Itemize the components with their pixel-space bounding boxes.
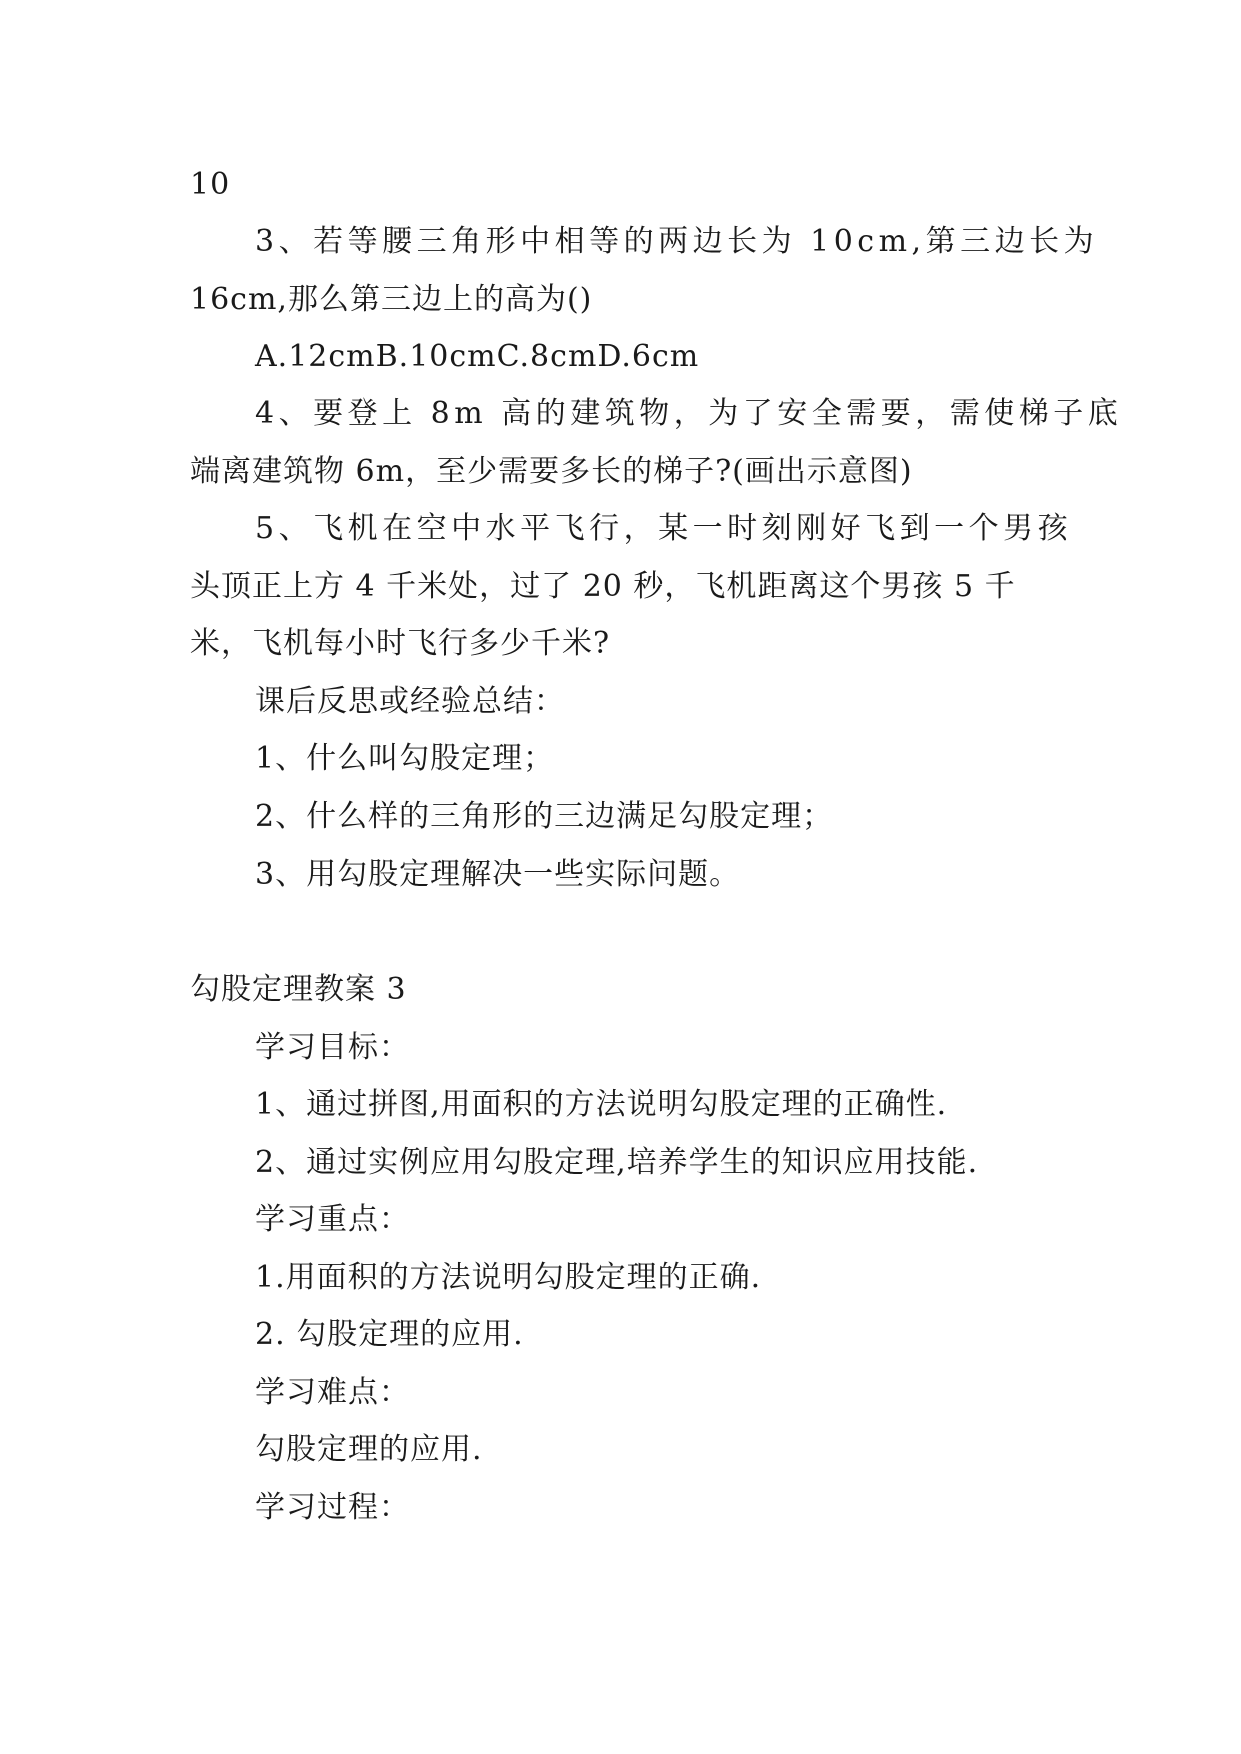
question-3-line-1: 3、若等腰三角形中相等的两边长为 10cm,第三边长为 [255,224,1099,259]
key-points-heading: 学习重点： [255,1202,410,1237]
reflection-heading: 课后反思或经验总结： [255,684,565,719]
question-3-options: A.12cmB.10cmC.8cmD.6cm [255,339,700,374]
learning-goals-heading: 学习目标： [255,1030,410,1065]
key-point-2: 2. 勾股定理的应用. [255,1317,524,1352]
key-point-1: 1.用面积的方法说明勾股定理的正确. [255,1260,762,1295]
question-5-line-2: 头顶正上方 4 千米处，过了 20 秒，飞机距离这个男孩 5 千 [190,569,1016,604]
learning-goal-1: 1、通过拼图,用面积的方法说明勾股定理的正确性. [255,1087,948,1122]
learning-goal-2: 2、通过实例应用勾股定理,培养学生的知识应用技能. [255,1145,979,1180]
question-4-line-2: 端离建筑物 6m，至少需要多长的梯子?(画出示意图) [190,454,913,489]
section-title: 勾股定理教案 3 [190,972,407,1007]
question-5-line-3: 米，飞机每小时飞行多少千米? [190,626,611,661]
page-number-text: 10 [190,167,231,202]
difficulty-heading: 学习难点： [255,1375,410,1410]
question-5-line-1: 5、飞机在空中水平飞行，某一时刻刚好飞到一个男孩 [255,511,1073,546]
reflection-item-1: 1、什么叫勾股定理； [255,741,555,776]
question-3-line-2: 16cm,那么第三边上的高为() [190,282,593,317]
question-4-line-1: 4、要登上 8m 高的建筑物，为了安全需要，需使梯子底 [255,396,1123,431]
reflection-item-2: 2、什么样的三角形的三边满足勾股定理； [255,799,834,834]
difficulty-item: 勾股定理的应用. [255,1432,483,1467]
process-heading: 学习过程： [255,1490,410,1525]
reflection-item-3: 3、用勾股定理解决一些实际问题。 [255,857,741,892]
